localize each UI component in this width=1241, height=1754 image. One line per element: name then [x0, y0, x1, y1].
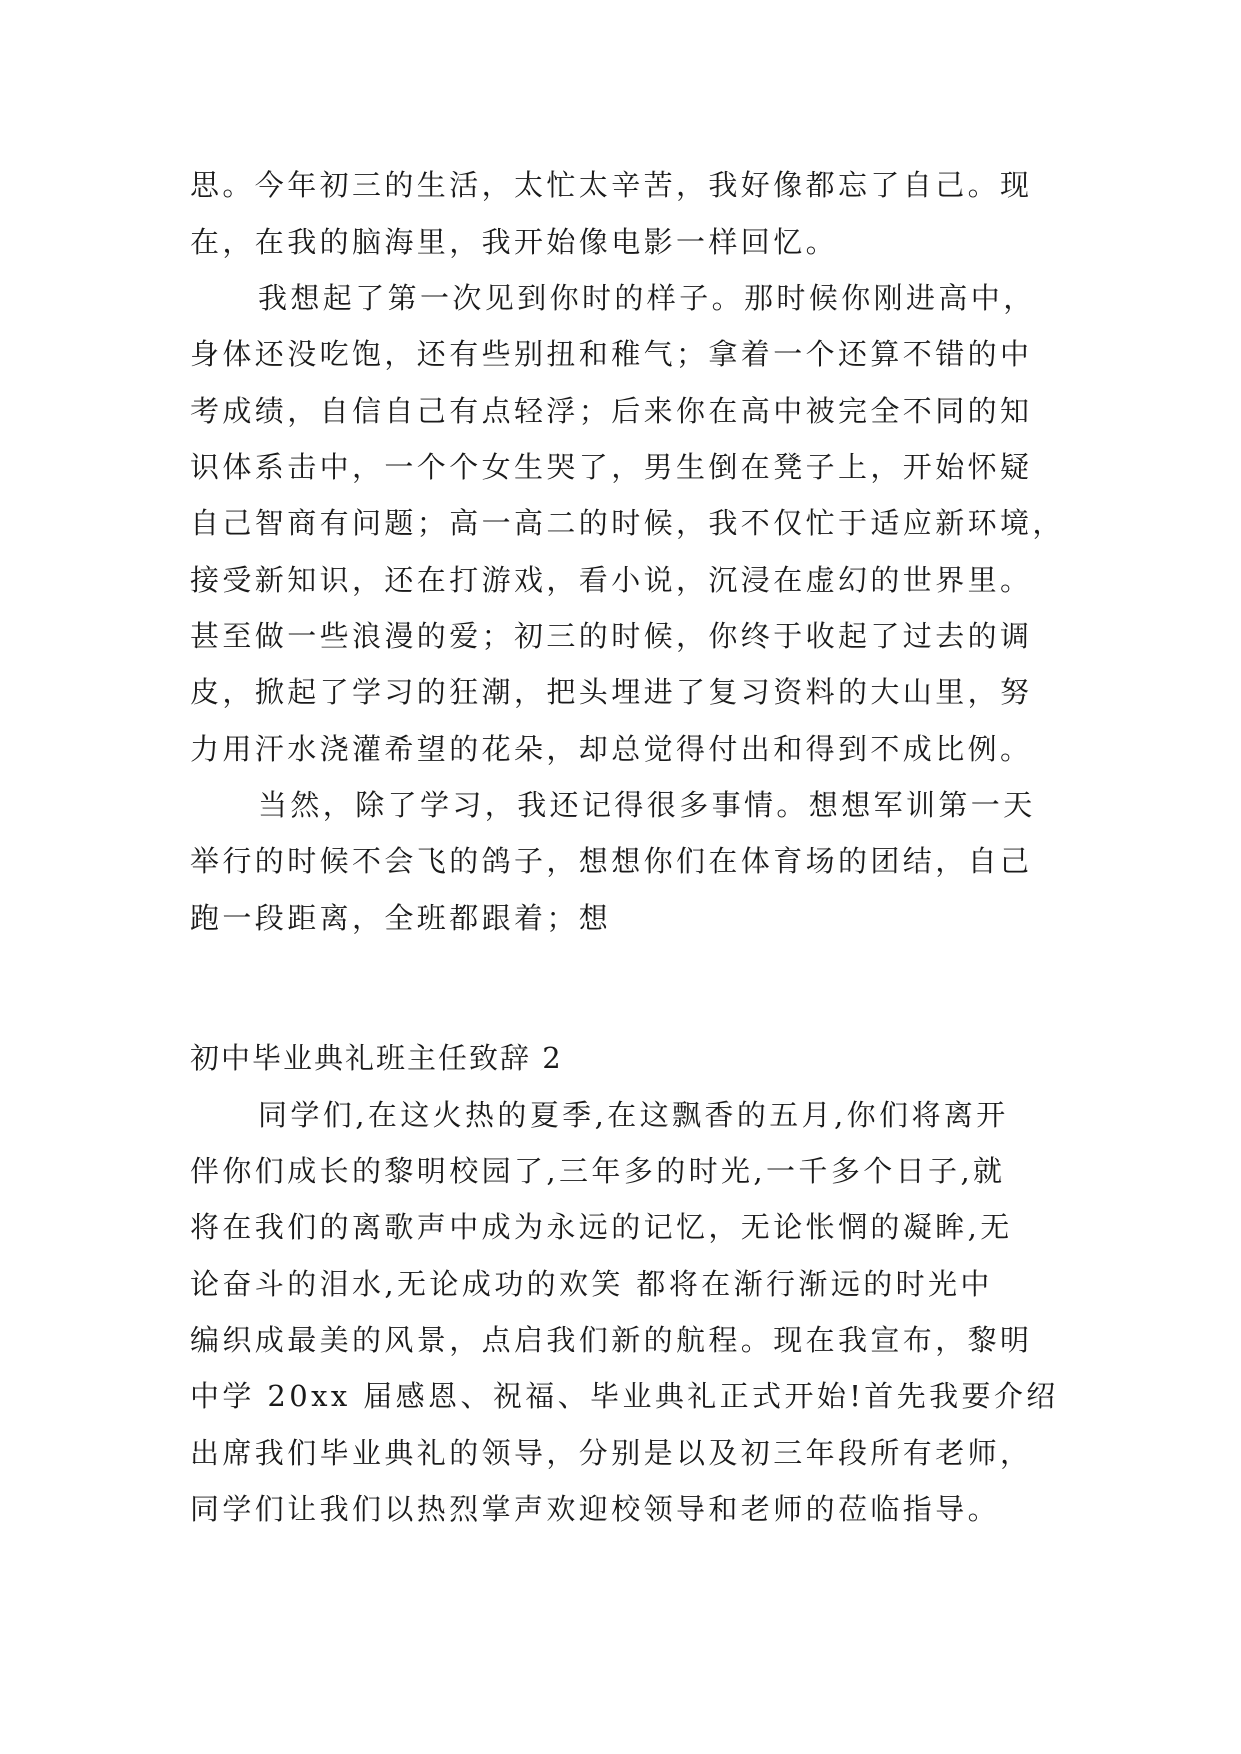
paragraph-line: 自己智商有问题；高一高二的时候，我不仅忙于适应新环境，: [190, 506, 1065, 540]
paragraph-line: 接受新知识，还在打游戏，看小说，沉浸在虚幻的世界里。: [190, 563, 1033, 597]
section-heading: 初中毕业典礼班主任致辞 2: [190, 1041, 563, 1075]
paragraph-line: 甚至做一些浪漫的爱；初三的时候，你终于收起了过去的调: [190, 619, 1033, 653]
paragraph-line: 思。今年初三的生活，太忙太辛苦，我好像都忘了自己。现: [190, 168, 1033, 202]
paragraph-line: 皮，掀起了学习的狂潮，把头埋进了复习资料的大山里，努: [190, 675, 1033, 709]
paragraph-line: 在，在我的脑海里，我开始像电影一样回忆。: [190, 225, 839, 259]
paragraph-line: 跑一段距离，全班都跟着；想: [190, 901, 612, 935]
paragraph-line: 将在我们的离歌声中成为永远的记忆，无论怅惘的凝眸,无: [190, 1210, 1013, 1244]
paragraph-line: 身体还没吃饱，还有些别扭和稚气；拿着一个还算不错的中: [190, 337, 1033, 371]
paragraph-line: 考成绩，自信自己有点轻浮；后来你在高中被完全不同的知: [190, 394, 1033, 428]
paragraph-line: 我想起了第一次见到你时的样子。那时候你刚进高中，: [258, 281, 1036, 315]
paragraph-line: 编织成最美的风景，点启我们新的航程。现在我宣布，黎明: [190, 1323, 1033, 1357]
paragraph-line: 识体系击中，一个个女生哭了，男生倒在凳子上，开始怀疑: [190, 450, 1033, 484]
paragraph-line: 同学们,在这火热的夏季,在这飘香的五月,你们将离开: [258, 1098, 1009, 1132]
paragraph-line: 当然，除了学习，我还记得很多事情。想想军训第一天: [258, 788, 1036, 822]
paragraph-line: 论奋斗的泪水,无论成功的欢笑 都将在渐行渐远的时光中: [190, 1267, 993, 1301]
paragraph-line: 举行的时候不会飞的鸽子，想想你们在体育场的团结，自己: [190, 844, 1033, 878]
paragraph-line: 中学 20xx 届感恩、祝福、毕业典礼正式开始!首先我要介绍: [190, 1379, 1059, 1413]
paragraph-line: 同学们让我们以热烈掌声欢迎校领导和老师的莅临指导。: [190, 1492, 1001, 1526]
paragraph-line: 伴你们成长的黎明校园了,三年多的时光,一千多个日子,就: [190, 1154, 1006, 1188]
paragraph-line: 力用汗水浇灌希望的花朵，却总觉得付出和得到不成比例。: [190, 732, 1033, 766]
paragraph-line: 出席我们毕业典礼的领导，分别是以及初三年段所有老师，: [190, 1436, 1033, 1470]
